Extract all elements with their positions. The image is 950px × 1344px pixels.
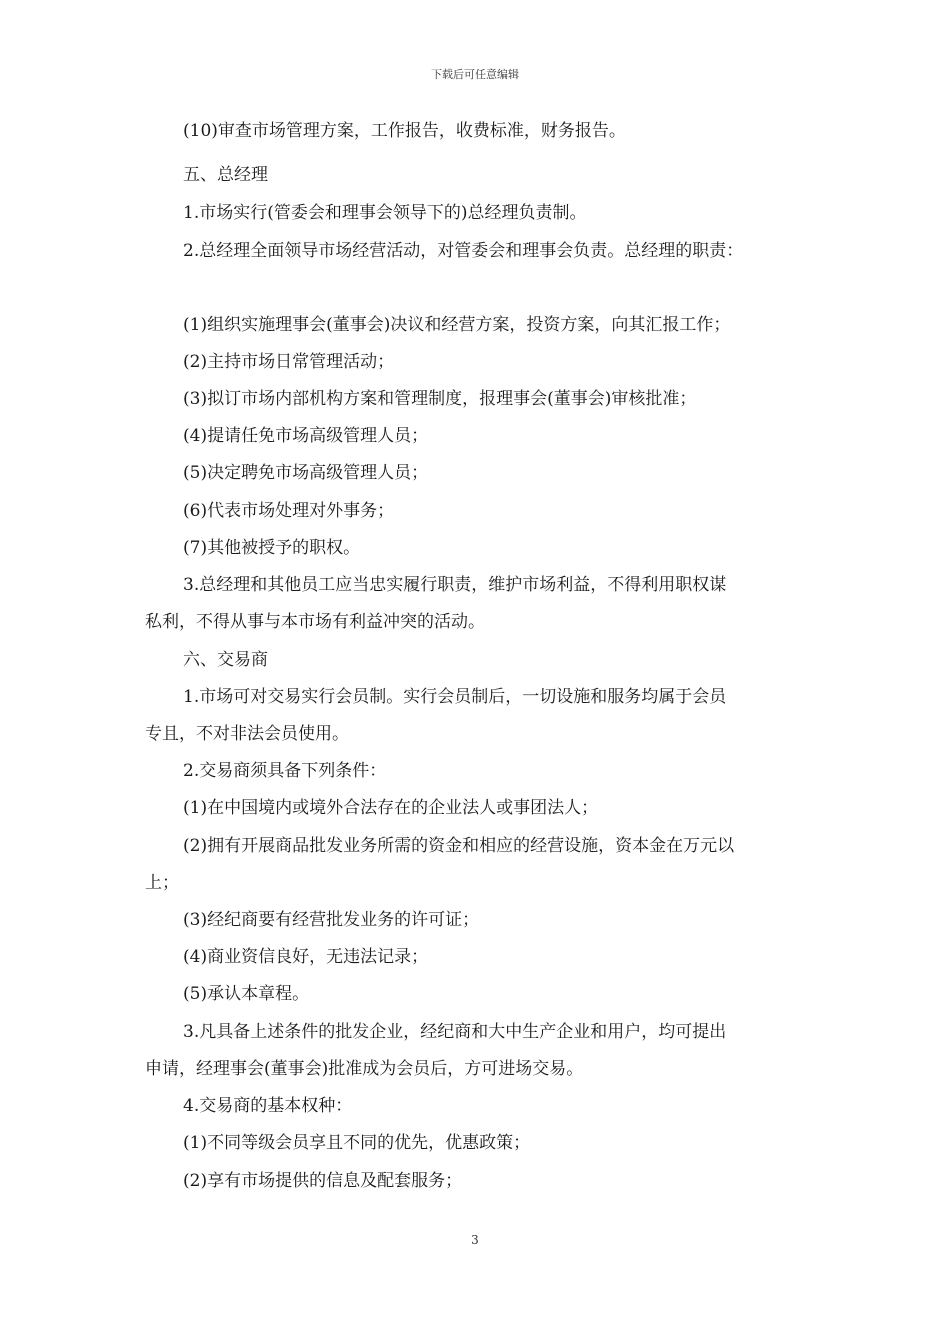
- paragraph-line: (2)享有市场提供的信息及配套服务；: [183, 1171, 463, 1191]
- section-heading: 六、交易商: [183, 650, 268, 670]
- paragraph-line: (6)代表市场处理对外事务；: [183, 501, 395, 521]
- page-number: 3: [471, 1233, 479, 1247]
- paragraph-line: 上；: [145, 873, 179, 893]
- paragraph-line: (5)决定聘免市场高级管理人员；: [183, 463, 429, 483]
- paragraph-line: 3.总经理和其他员工应当忠实履行职责，维护市场利益，不得利用职权谋: [183, 575, 727, 595]
- paragraph-line: (2)拥有开展商品批发业务所需的资金和相应的经营设施，资本金在万元以: [183, 836, 735, 856]
- paragraph-line: (10)审查市场管理方案，工作报告，收费标准，财务报告。: [183, 121, 626, 141]
- paragraph-line: 3.凡具备上述条件的批发企业，经纪商和大中生产企业和用户，均可提出: [183, 1022, 727, 1042]
- paragraph-line: (1)不同等级会员享且不同的优先，优惠政策；: [183, 1133, 531, 1153]
- paragraph-line: (3)拟订市场内部机构方案和管理制度，报理事会(董事会)审核批准；: [183, 389, 697, 409]
- paragraph-line: 4.交易商的基本权种：: [183, 1096, 353, 1116]
- paragraph-line: 专且，不对非法会员使用。: [145, 724, 349, 744]
- paragraph-line: (5)承认本章程。: [183, 984, 310, 1004]
- paragraph-line: 1.市场可对交易实行会员制。实行会员制后，一切设施和服务均属于会员: [183, 687, 727, 707]
- page-header: 下载后可任意编辑: [431, 68, 519, 81]
- paragraph-line: (7)其他被授予的职权。: [183, 538, 361, 558]
- paragraph-line: 1.市场实行(管委会和理事会领导下的)总经理负责制。: [183, 203, 587, 223]
- paragraph-line: (4)商业资信良好，无违法记录；: [183, 947, 429, 967]
- paragraph-line: 2.交易商须具备下列条件：: [183, 761, 387, 781]
- paragraph-line: 私利，不得从事与本市场有利益冲突的活动。: [145, 612, 485, 632]
- paragraph-line: 2.总经理全面领导市场经营活动，对管委会和理事会负责。总经理的职责：: [183, 241, 744, 261]
- paragraph-line: (1)在中国境内或境外合法存在的企业法人或事团法人；: [183, 798, 599, 818]
- paragraph-line: (2)主持市场日常管理活动；: [183, 352, 395, 372]
- paragraph-line: (3)经纪商要有经营批发业务的许可证；: [183, 910, 480, 930]
- paragraph-line: 申请，经理事会(董事会)批准成为会员后，方可进场交易。: [145, 1059, 584, 1079]
- paragraph-line: (1)组织实施理事会(董事会)决议和经营方案，投资方案，向其汇报工作；: [183, 315, 731, 335]
- paragraph-line: (4)提请任免市场高级管理人员；: [183, 426, 429, 446]
- section-heading: 五、总经理: [183, 165, 268, 185]
